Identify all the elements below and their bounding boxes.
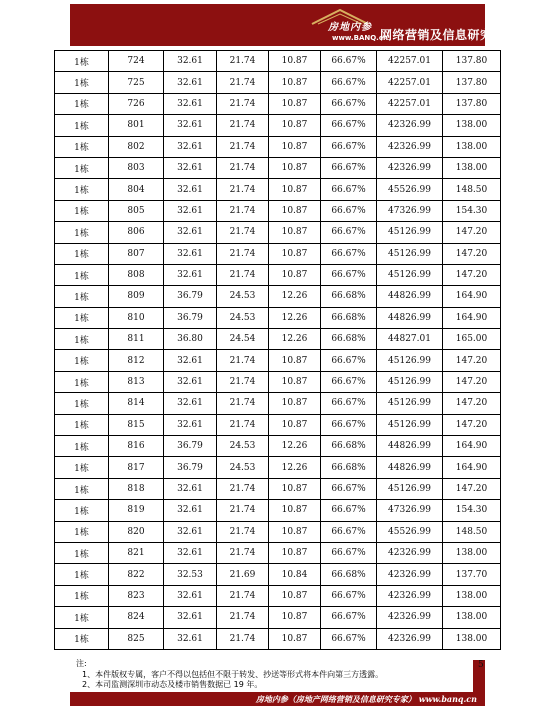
table-cell: 21.74 (217, 628, 269, 649)
table-cell: 1栋 (55, 157, 109, 178)
header-banner (70, 4, 518, 46)
table-cell: 21.74 (217, 393, 269, 414)
table-cell: 12.26 (269, 329, 321, 350)
table-cell: 44826.99 (377, 436, 443, 457)
table-cell: 66.67% (321, 350, 377, 371)
table-cell: 1栋 (55, 115, 109, 136)
table-cell: 66.67% (321, 393, 377, 414)
page-number: 5 (478, 660, 484, 670)
table-cell: 42326.99 (377, 607, 443, 628)
table-cell: 137.80 (443, 51, 501, 72)
table-cell: 66.67% (321, 179, 377, 200)
table-cell: 138.00 (443, 136, 501, 157)
table-cell: 21.74 (217, 478, 269, 499)
table-cell: 1栋 (55, 286, 109, 307)
table-cell: 66.67% (321, 243, 377, 264)
table-cell: 45126.99 (377, 371, 443, 392)
table-cell: 821 (109, 542, 164, 563)
table-cell: 32.61 (164, 264, 217, 285)
table-cell: 825 (109, 628, 164, 649)
table-cell: 45126.99 (377, 222, 443, 243)
table-cell: 1栋 (55, 72, 109, 93)
table-cell: 32.61 (164, 72, 217, 93)
table-cell: 12.26 (269, 457, 321, 478)
table-cell: 66.67% (321, 72, 377, 93)
table-cell: 1栋 (55, 243, 109, 264)
table-cell: 66.68% (321, 307, 377, 328)
table-cell: 32.61 (164, 393, 217, 414)
table-row (55, 93, 501, 114)
table-cell: 10.87 (269, 136, 321, 157)
table-cell: 42326.99 (377, 136, 443, 157)
table-cell: 148.50 (443, 179, 501, 200)
table-cell: 21.74 (217, 72, 269, 93)
table-cell: 21.74 (217, 521, 269, 542)
table-cell: 45126.99 (377, 264, 443, 285)
table-cell: 47326.99 (377, 200, 443, 221)
table-cell: 10.87 (269, 393, 321, 414)
table-cell: 36.79 (164, 436, 217, 457)
table-cell: 817 (109, 457, 164, 478)
table-cell: 32.61 (164, 51, 217, 72)
table-cell: 21.74 (217, 414, 269, 435)
table-cell: 42326.99 (377, 542, 443, 563)
table-row (55, 200, 501, 221)
table-cell: 724 (109, 51, 164, 72)
table-cell: 164.90 (443, 286, 501, 307)
table-cell: 32.61 (164, 628, 217, 649)
table-cell: 32.61 (164, 115, 217, 136)
table-cell: 138.00 (443, 585, 501, 606)
table-cell: 147.20 (443, 478, 501, 499)
logo-url: www.BANQ.cn (332, 34, 388, 42)
table-cell: 36.80 (164, 329, 217, 350)
table-row (55, 157, 501, 178)
table-cell: 12.26 (269, 436, 321, 457)
table-cell: 813 (109, 371, 164, 392)
table-cell: 812 (109, 350, 164, 371)
table-cell: 147.20 (443, 350, 501, 371)
table-cell: 12.26 (269, 286, 321, 307)
table-cell: 21.69 (217, 564, 269, 585)
logo-text: 房地内参 (328, 22, 372, 33)
table-cell: 1栋 (55, 521, 109, 542)
table-cell: 10.87 (269, 264, 321, 285)
table-row (55, 115, 501, 136)
table-cell: 811 (109, 329, 164, 350)
table-cell: 138.00 (443, 542, 501, 563)
table-row (55, 414, 501, 435)
notes-label: 注: (76, 659, 87, 668)
table-cell: 10.87 (269, 350, 321, 371)
table-cell: 803 (109, 157, 164, 178)
table-cell: 42326.99 (377, 628, 443, 649)
table-cell: 10.87 (269, 371, 321, 392)
table-cell: 66.68% (321, 457, 377, 478)
table-cell: 32.61 (164, 350, 217, 371)
table-cell: 137.80 (443, 72, 501, 93)
table-cell: 10.87 (269, 222, 321, 243)
table-cell: 32.61 (164, 136, 217, 157)
table-row (55, 521, 501, 542)
table-cell: 165.00 (443, 329, 501, 350)
table-row (55, 500, 501, 521)
note-item-2: 2、本司监测深圳市动态及楼市销售数据已 19 年。 (82, 680, 263, 689)
table-cell: 36.79 (164, 307, 217, 328)
table-cell: 822 (109, 564, 164, 585)
table-cell: 66.67% (321, 542, 377, 563)
table-cell: 45526.99 (377, 179, 443, 200)
table-cell: 66.68% (321, 329, 377, 350)
table-cell: 42326.99 (377, 585, 443, 606)
table-cell: 10.87 (269, 179, 321, 200)
table-cell: 10.87 (269, 115, 321, 136)
table-cell: 164.90 (443, 457, 501, 478)
table-cell: 66.67% (321, 115, 377, 136)
table-cell: 32.61 (164, 222, 217, 243)
table-cell: 21.74 (217, 542, 269, 563)
table-cell: 21.74 (217, 371, 269, 392)
table-cell: 10.87 (269, 414, 321, 435)
table-cell: 147.20 (443, 393, 501, 414)
table-cell: 154.30 (443, 500, 501, 521)
table-cell: 1栋 (55, 436, 109, 457)
table-cell: 66.67% (321, 136, 377, 157)
table-cell: 1栋 (55, 51, 109, 72)
table-cell: 147.20 (443, 243, 501, 264)
table-row (55, 179, 501, 200)
table-cell: 138.00 (443, 607, 501, 628)
table-cell: 32.61 (164, 585, 217, 606)
table-cell: 1栋 (55, 329, 109, 350)
table-cell: 66.67% (321, 500, 377, 521)
table-cell: 137.70 (443, 564, 501, 585)
table-cell: 154.30 (443, 200, 501, 221)
table-cell: 1栋 (55, 371, 109, 392)
table-cell: 10.87 (269, 478, 321, 499)
table-cell: 21.74 (217, 350, 269, 371)
table-cell: 21.74 (217, 264, 269, 285)
table-cell: 21.74 (217, 243, 269, 264)
table-cell: 1栋 (55, 200, 109, 221)
table-cell: 32.61 (164, 500, 217, 521)
table-cell: 1栋 (55, 628, 109, 649)
table-cell: 32.61 (164, 179, 217, 200)
table-cell: 10.87 (269, 51, 321, 72)
table-cell: 45126.99 (377, 243, 443, 264)
table-row (55, 436, 501, 457)
table-cell: 21.74 (217, 607, 269, 628)
table-cell: 1栋 (55, 542, 109, 563)
table-cell: 147.20 (443, 222, 501, 243)
table-cell: 805 (109, 200, 164, 221)
table-cell: 10.87 (269, 628, 321, 649)
table-cell: 801 (109, 115, 164, 136)
table-cell: 66.67% (321, 414, 377, 435)
table-cell: 10.87 (269, 585, 321, 606)
table-cell: 21.74 (217, 200, 269, 221)
table-cell: 1栋 (55, 264, 109, 285)
table-cell: 21.74 (217, 222, 269, 243)
table-cell: 45526.99 (377, 521, 443, 542)
table-cell: 12.26 (269, 307, 321, 328)
table-cell: 10.87 (269, 157, 321, 178)
table-cell: 66.67% (321, 157, 377, 178)
table-row (55, 51, 501, 72)
table-cell: 1栋 (55, 222, 109, 243)
table-cell: 66.67% (321, 478, 377, 499)
table-cell: 1栋 (55, 457, 109, 478)
table-cell: 32.61 (164, 607, 217, 628)
table-cell: 1栋 (55, 93, 109, 114)
table-cell: 32.53 (164, 564, 217, 585)
table-cell: 807 (109, 243, 164, 264)
table-cell: 66.68% (321, 436, 377, 457)
table-cell: 42257.01 (377, 72, 443, 93)
table-cell: 802 (109, 136, 164, 157)
table-cell: 10.87 (269, 607, 321, 628)
unit-price-table (54, 50, 501, 650)
table-cell: 66.67% (321, 521, 377, 542)
table-cell: 1栋 (55, 478, 109, 499)
table-cell: 45126.99 (377, 350, 443, 371)
table-cell: 138.00 (443, 157, 501, 178)
table-cell: 42326.99 (377, 564, 443, 585)
table-cell: 66.67% (321, 222, 377, 243)
table-cell: 66.68% (321, 564, 377, 585)
table-cell: 1栋 (55, 500, 109, 521)
table-cell: 824 (109, 607, 164, 628)
table-cell: 42326.99 (377, 157, 443, 178)
table-cell: 66.67% (321, 585, 377, 606)
table-cell: 804 (109, 179, 164, 200)
table-cell: 42257.01 (377, 51, 443, 72)
table-cell: 10.87 (269, 200, 321, 221)
table-cell: 66.67% (321, 607, 377, 628)
table-cell: 42326.99 (377, 115, 443, 136)
notes (76, 659, 383, 691)
table-cell: 21.74 (217, 500, 269, 521)
table-cell: 66.67% (321, 51, 377, 72)
table-cell: 1栋 (55, 585, 109, 606)
table-cell: 815 (109, 414, 164, 435)
table-cell: 138.00 (443, 115, 501, 136)
table-row (55, 350, 501, 371)
table-cell: 147.20 (443, 414, 501, 435)
table-cell: 147.20 (443, 371, 501, 392)
table-cell: 10.87 (269, 93, 321, 114)
table-cell: 32.61 (164, 371, 217, 392)
table-row (55, 393, 501, 414)
table-cell: 45126.99 (377, 414, 443, 435)
table-cell: 44827.01 (377, 329, 443, 350)
table-row (55, 457, 501, 478)
footer-text: 房地内参（房地产网络营销及信息研究专家） www.banq.cn (70, 692, 485, 706)
table-cell: 24.53 (217, 436, 269, 457)
table-row (55, 371, 501, 392)
table-cell: 806 (109, 222, 164, 243)
table-cell: 1栋 (55, 564, 109, 585)
table-row (55, 585, 501, 606)
table-cell: 816 (109, 436, 164, 457)
table-cell: 32.61 (164, 542, 217, 563)
table-cell: 45126.99 (377, 393, 443, 414)
table-cell: 1栋 (55, 607, 109, 628)
table-cell: 44826.99 (377, 286, 443, 307)
table-cell: 32.61 (164, 243, 217, 264)
table-row (55, 542, 501, 563)
table-cell: 1栋 (55, 414, 109, 435)
table-cell: 24.53 (217, 286, 269, 307)
table-cell: 66.67% (321, 628, 377, 649)
table-cell: 21.74 (217, 136, 269, 157)
table-cell: 810 (109, 307, 164, 328)
table-cell: 814 (109, 393, 164, 414)
table-row (55, 478, 501, 499)
table-cell: 10.87 (269, 542, 321, 563)
table-cell: 66.68% (321, 286, 377, 307)
table-cell: 24.54 (217, 329, 269, 350)
table-cell: 1栋 (55, 179, 109, 200)
table-cell: 66.67% (321, 371, 377, 392)
table-row (55, 564, 501, 585)
table-row (55, 136, 501, 157)
table-row (55, 286, 501, 307)
table-cell: 66.67% (321, 200, 377, 221)
table-row (55, 628, 501, 649)
table-body (55, 51, 501, 650)
header-title: 网络营销及信息研究专家 (380, 28, 518, 42)
table-row (55, 243, 501, 264)
table-cell: 66.67% (321, 93, 377, 114)
table-cell: 32.61 (164, 521, 217, 542)
table-cell: 818 (109, 478, 164, 499)
table-cell: 32.61 (164, 200, 217, 221)
table-cell: 47326.99 (377, 500, 443, 521)
table-cell: 21.74 (217, 93, 269, 114)
table-cell: 24.53 (217, 457, 269, 478)
table-cell: 137.80 (443, 93, 501, 114)
table-cell: 809 (109, 286, 164, 307)
table-cell: 10.87 (269, 243, 321, 264)
table-cell: 138.00 (443, 628, 501, 649)
table-cell: 10.87 (269, 521, 321, 542)
table-cell: 148.50 (443, 521, 501, 542)
table-cell: 32.61 (164, 93, 217, 114)
table-cell: 66.67% (321, 264, 377, 285)
table-cell: 164.90 (443, 436, 501, 457)
table-cell: 21.74 (217, 51, 269, 72)
table-row (55, 329, 501, 350)
table-cell: 44826.99 (377, 307, 443, 328)
table-row (55, 607, 501, 628)
table-row (55, 222, 501, 243)
table-cell: 32.61 (164, 414, 217, 435)
table-cell: 819 (109, 500, 164, 521)
table-cell: 36.79 (164, 286, 217, 307)
table-cell: 823 (109, 585, 164, 606)
table-cell: 24.53 (217, 307, 269, 328)
table-cell: 1栋 (55, 393, 109, 414)
table-cell: 147.20 (443, 264, 501, 285)
table-cell: 10.84 (269, 564, 321, 585)
table-cell: 725 (109, 72, 164, 93)
table-row (55, 307, 501, 328)
table-cell: 820 (109, 521, 164, 542)
table-row (55, 264, 501, 285)
table-cell: 32.61 (164, 478, 217, 499)
table-cell: 42257.01 (377, 93, 443, 114)
table-cell: 45126.99 (377, 478, 443, 499)
table-cell: 21.74 (217, 115, 269, 136)
table-cell: 10.87 (269, 500, 321, 521)
table-cell: 32.61 (164, 157, 217, 178)
table-cell: 1栋 (55, 350, 109, 371)
table-cell: 1栋 (55, 307, 109, 328)
table-cell: 36.79 (164, 457, 217, 478)
table-row (55, 72, 501, 93)
table-cell: 10.87 (269, 72, 321, 93)
table-cell: 44826.99 (377, 457, 443, 478)
table-cell: 21.74 (217, 157, 269, 178)
note-item-1: 1、本件版权专属，客户不得以包括但不限于转发、抄送等形式将本件向第三方透露。 (82, 669, 384, 679)
table-cell: 164.90 (443, 307, 501, 328)
table-cell: 21.74 (217, 179, 269, 200)
table-cell: 726 (109, 93, 164, 114)
table-cell: 1栋 (55, 136, 109, 157)
table-cell: 808 (109, 264, 164, 285)
table-cell: 21.74 (217, 585, 269, 606)
